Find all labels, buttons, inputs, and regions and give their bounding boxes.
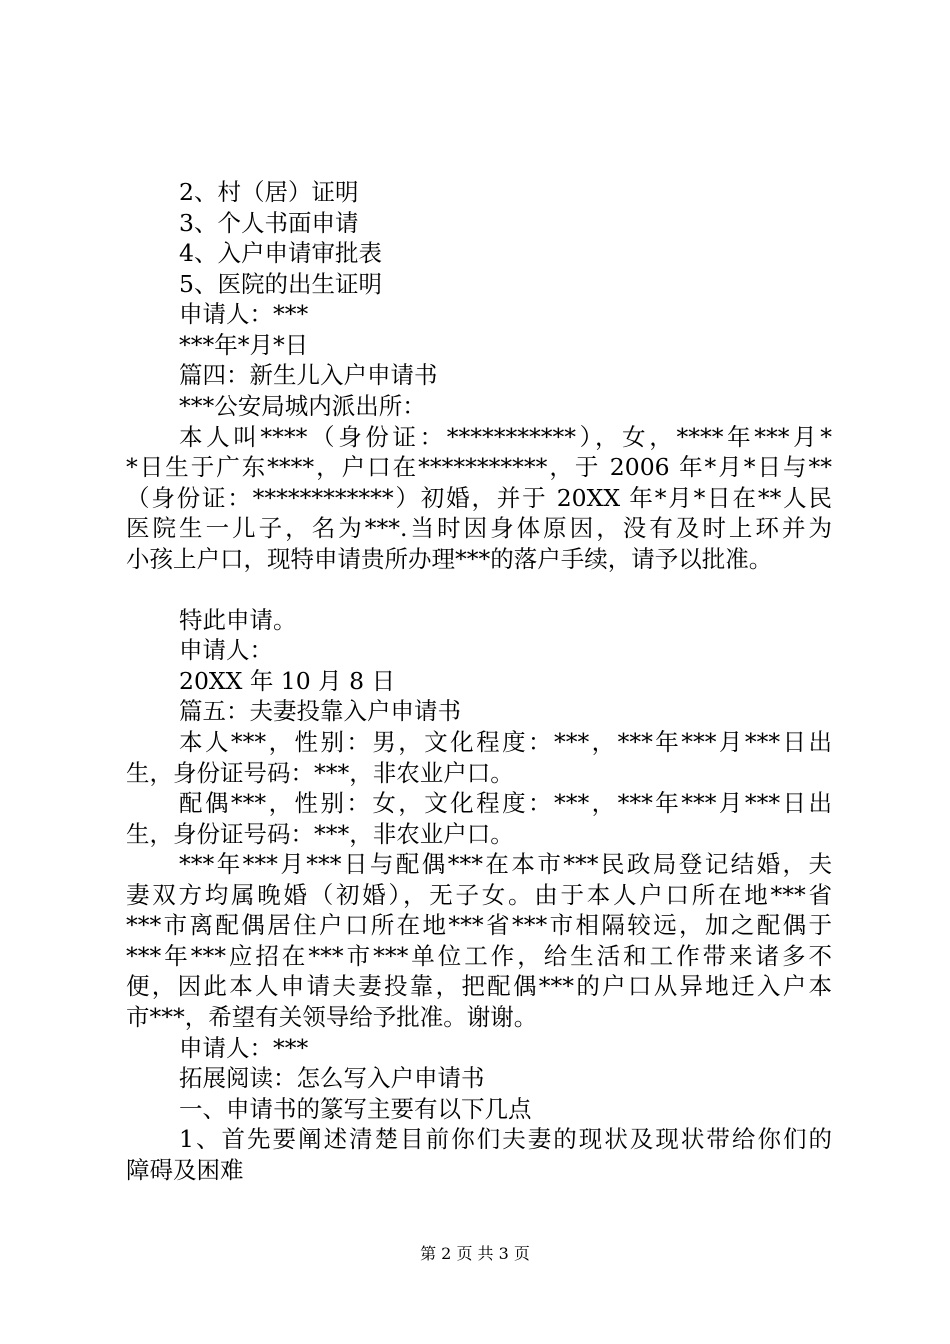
paragraph-line: 障碍及困难 — [126, 1156, 244, 1184]
paragraph-line: 生，身份证号码：***，非农业户口。 — [126, 759, 514, 787]
paragraph-line: 便，因此本人申请夫妻投靠，把配偶***的户口从异地迁入户本 — [126, 972, 832, 1000]
section-heading: 拓展阅读：怎么写入户申请书 — [179, 1064, 485, 1092]
section-heading: 篇五：夫妻投靠入户申请书 — [179, 697, 461, 725]
signature-line: 申请人： — [179, 636, 273, 664]
section-heading: 篇四：新生儿入户申请书 — [179, 361, 438, 389]
list-item: 5、医院的出生证明 — [179, 270, 382, 298]
list-item: 4、入户申请审批表 — [179, 239, 382, 267]
paragraph-line: 市***，希望有关领导给予批准。谢谢。 — [126, 1003, 538, 1031]
paragraph-line: 医院生一儿子，名为***.当时因身体原因，没有及时上环并为 — [126, 514, 832, 542]
closing-line: 特此申请。 — [179, 606, 297, 634]
list-item: 3、个人书面申请 — [179, 209, 359, 237]
paragraph-line: 配偶***，性别：女，文化程度：***，***年***月***日出 — [179, 789, 832, 817]
page-footer: 第 2 页 共 3 页 — [420, 1244, 530, 1263]
paragraph-line: 1、首先要阐述清楚目前你们夫妻的现状及现状带给你们的 — [179, 1125, 832, 1153]
paragraph-line: （身份证：************）初婚，并于 20XX 年*月*日在**人民 — [126, 484, 832, 512]
paragraph-line: ***市离配偶居住户口所在地***省***市相隔较远，加之配偶于 — [126, 911, 832, 939]
paragraph-line: *日生于广东****，户口在***********，于 2006 年*月*日与** — [126, 453, 832, 481]
paragraph-line: ***年***应招在***市***单位工作，给生活和工作带来诸多不 — [126, 942, 832, 970]
date-line: 20XX 年 10 月 8 日 — [179, 667, 396, 695]
paragraph-line: 本人***，性别：男，文化程度：***，***年***月***日出 — [179, 728, 832, 756]
paragraph-line: 小孩上户口，现特申请贵所办理***的落户手续，请予以批准。 — [126, 545, 773, 573]
paragraph-line: ***年***月***日与配偶***在本市***民政局登记结婚，夫 — [179, 850, 832, 878]
paragraph-line: 妻双方均属晚婚（初婚），无子女。由于本人户口所在地***省 — [126, 881, 832, 909]
addressee-line: ***公安局城内派出所： — [179, 392, 426, 420]
list-item: 2、村（居）证明 — [179, 178, 359, 206]
signature-line: 申请人：*** — [179, 300, 309, 328]
date-line: ***年*月*日 — [179, 331, 309, 359]
subheading: 一、申请书的篆写主要有以下几点 — [179, 1095, 532, 1123]
paragraph-line: 生，身份证号码：***，非农业户口。 — [126, 820, 514, 848]
paragraph-line: 本人叫****（身份证：***********），女，****年***月* — [179, 423, 832, 451]
signature-line: 申请人：*** — [179, 1034, 309, 1062]
